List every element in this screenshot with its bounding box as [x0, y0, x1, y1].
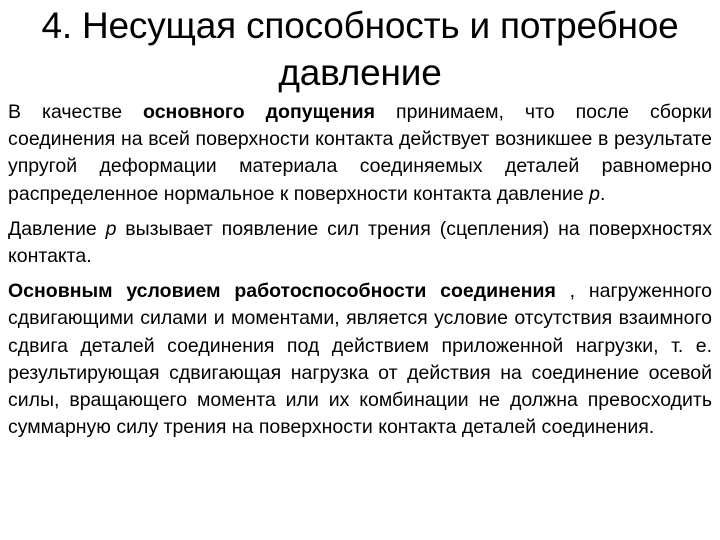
paragraph-1-text-start: В качестве — [8, 101, 144, 123]
paragraph-working-condition — [8, 278, 712, 441]
paragraph-friction-forces — [8, 216, 712, 270]
paragraph-3-bold-term: Основным условием работоспособности соединения — [8, 280, 556, 303]
slide-title-line-1: 4. Несущая способность и потребное — [41, 5, 679, 46]
paragraph-1-text-middle: принимаем, что после сборки соединения на всей поверхности контакта действует возникшее в результате упругой деформации материала соединяемых деталей равномерно распределенное нормальное к поверхности контакта давление — [8, 101, 713, 205]
paragraph-2-text-start: Давление — [8, 217, 106, 240]
paragraph-1-bold-term: основного допущения — [143, 101, 376, 123]
paragraph-3-text: , нагруженного сдвигающими силами и моментами, является условие отсутствия взаимного сдвига деталей соединения под действием приложенной нагрузки, т. е. результирующая сдвигающая нагрузка от действия на соединение осевой силы, вращающего момента или их комбинации не должна превосходить суммарную силу трения на поверхности контакта деталей соединения. — [8, 280, 712, 439]
slide-title — [0, 2, 720, 96]
paragraph-main-assumption — [8, 99, 712, 208]
paragraph-1-text-end: . — [599, 182, 606, 205]
paragraph-2-text-end: вызывает появление сил трения (сцепления) на поверхностях контакта. — [8, 217, 712, 268]
pressure-symbol: p — [589, 182, 600, 205]
slide-body — [8, 99, 712, 449]
slide-title-line-2: давление — [278, 52, 442, 93]
pressure-symbol: p — [105, 217, 117, 240]
